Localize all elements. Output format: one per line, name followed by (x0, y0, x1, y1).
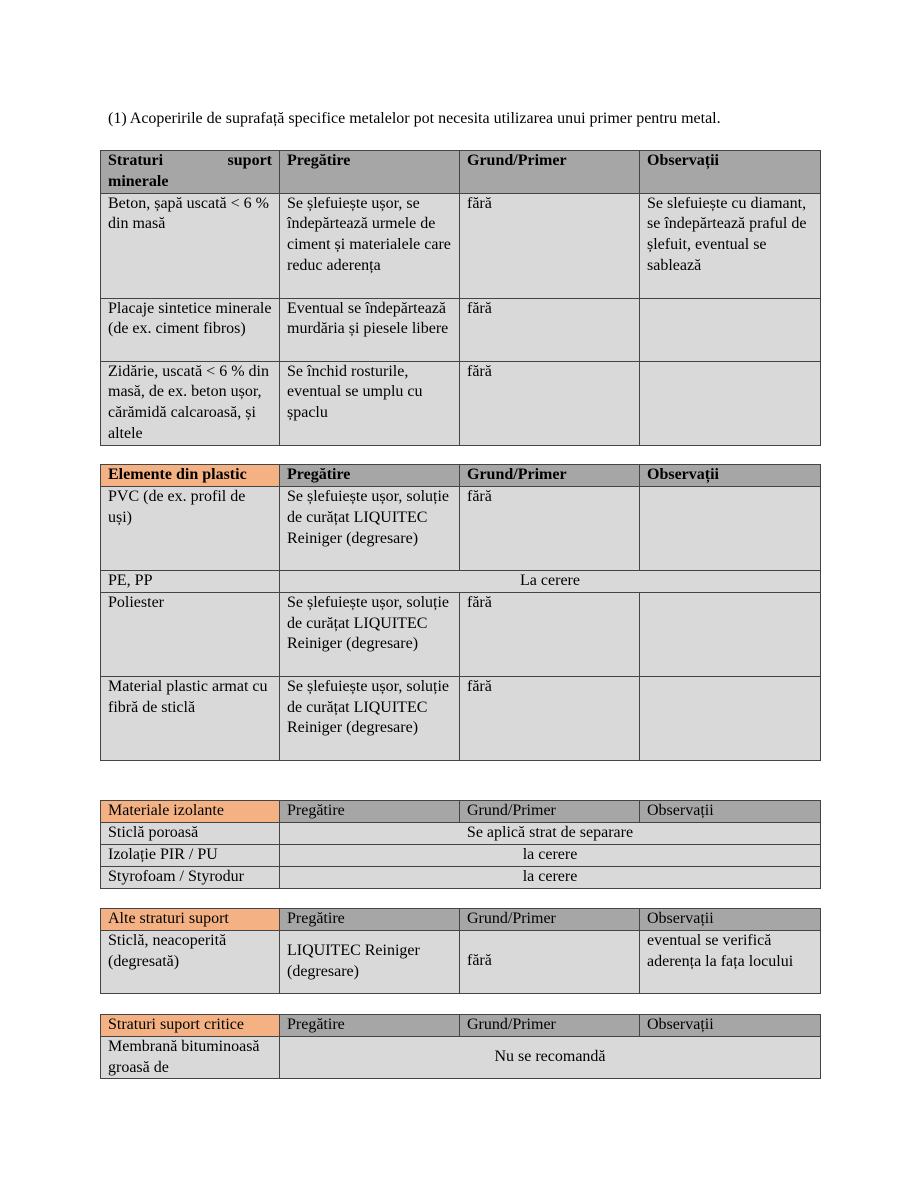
table-cell: eventual se verifică aderența la fața locului (640, 930, 821, 993)
header-cell: Grund/Primer (460, 1015, 640, 1037)
header-cell: Materiale izolante (101, 801, 280, 823)
table-cell: PVC (de ex. profil de uși) (101, 487, 280, 571)
table-cell: Se șlefuiește ușor, soluție de curățat LIQUITEC Reiniger (degresare) (280, 676, 460, 760)
table-cell: Se închid rosturile, eventual se umplu cu șpaclu (280, 361, 460, 445)
table-row (101, 676, 821, 760)
table-cell: La cerere (280, 571, 821, 593)
table-cell: Poliester (101, 592, 280, 676)
table-row (101, 571, 821, 593)
header-cell: Observații (640, 465, 821, 487)
header-cell: Pregătire (280, 801, 460, 823)
table-cell: fără (460, 592, 640, 676)
table-header-row (101, 465, 821, 487)
table-cell: Membrană bituminoasă groasă de (101, 1036, 280, 1079)
table-row (101, 866, 821, 888)
header-cell: Grund/Primer (460, 909, 640, 931)
intro-note: (1) Acoperirile de suprafață specifice metalelor pot necesita utilizarea unui primer pentru metal. (108, 110, 721, 127)
table-cell (640, 592, 821, 676)
table-cell: Izolație PIR / PU (101, 844, 280, 866)
table-other-substrates (100, 908, 821, 994)
table-cell: fără (460, 361, 640, 445)
table-cell: la cerere (280, 866, 821, 888)
table-cell: Zidărie, uscată < 6 % din masă, de ex. beton ușor, cărămidă calcaroasă, și altele (101, 361, 280, 445)
header-cell: Pregătire (280, 909, 460, 931)
table-header-row (101, 1015, 821, 1037)
header-cell: Observații (640, 909, 821, 931)
table-row (101, 298, 821, 361)
table-cell: Sticlă, neacoperită (degresată) (101, 930, 280, 993)
table-cell: fără (460, 676, 640, 760)
table-header-row (101, 909, 821, 931)
table-cell: PE, PP (101, 571, 280, 593)
table-row (101, 193, 821, 298)
table-row (101, 1036, 821, 1079)
table-cell (640, 676, 821, 760)
table-cell: la cerere (280, 844, 821, 866)
table-cell: Se șlefuiește ușor, se îndepărtează urmele de ciment și materialele care reduc aderența (280, 193, 460, 298)
table-cell: fără (460, 298, 640, 361)
table-cell: Beton, șapă uscată < 6 % din masă (101, 193, 280, 298)
table-cell (640, 298, 821, 361)
table-plastic-elements (100, 464, 821, 761)
table-insulating-materials (100, 800, 821, 889)
table-header-row (101, 151, 821, 194)
table-cell: Se aplică strat de separare (280, 823, 821, 845)
table-mineral-substrates (100, 150, 821, 446)
header-cell: Grund/Primer (460, 151, 640, 194)
header-cell: Elemente din plastic (101, 465, 280, 487)
table-cell: Material plastic armat cu fibră de sticlă (101, 676, 280, 760)
header-cell: Straturi suport critice (101, 1015, 280, 1037)
table-cell: Nu se recomandă (280, 1036, 821, 1079)
table-cell: fără (460, 193, 640, 298)
table-row (101, 592, 821, 676)
table-cell: Eventual se îndepărtează murdăria și piesele libere (280, 298, 460, 361)
table-row (101, 361, 821, 445)
header-cell: Grund/Primer (460, 801, 640, 823)
table-row (101, 930, 821, 993)
table-cell (640, 361, 821, 445)
table-row (101, 844, 821, 866)
header-cell: Observații (640, 151, 821, 194)
header-cell: Grund/Primer (460, 465, 640, 487)
table-cell: fără (460, 930, 640, 993)
header-cell: Pregătire (280, 465, 460, 487)
table-cell: Sticlă poroasă (101, 823, 280, 845)
table-cell: Se șlefuiește ușor, soluție de curățat LIQUITEC Reiniger (degresare) (280, 592, 460, 676)
table-cell: Se șlefuiește ușor, soluție de curățat LIQUITEC Reiniger (degresare) (280, 487, 460, 571)
table-cell (640, 487, 821, 571)
header-cell: Pregătire (280, 1015, 460, 1037)
table-cell: Se slefuiește cu diamant, se îndepărtează praful de șlefuit, eventual se sablează (640, 193, 821, 298)
table-header-row (101, 801, 821, 823)
table-critical-substrates (100, 1014, 821, 1079)
header-cell: Observații (640, 1015, 821, 1037)
table-cell: fără (460, 487, 640, 571)
header-cell: Observații (640, 801, 821, 823)
table-row (101, 487, 821, 571)
table-cell: LIQUITEC Reiniger (degresare) (280, 930, 460, 993)
table-cell: Styrofoam / Styrodur (101, 866, 280, 888)
table-cell: Placaje sintetice minerale (de ex. ciment fibros) (101, 298, 280, 361)
header-cell: Straturi suport minerale (101, 151, 280, 194)
header-cell: Alte straturi suport (101, 909, 280, 931)
table-row (101, 823, 821, 845)
header-cell: Pregătire (280, 151, 460, 194)
